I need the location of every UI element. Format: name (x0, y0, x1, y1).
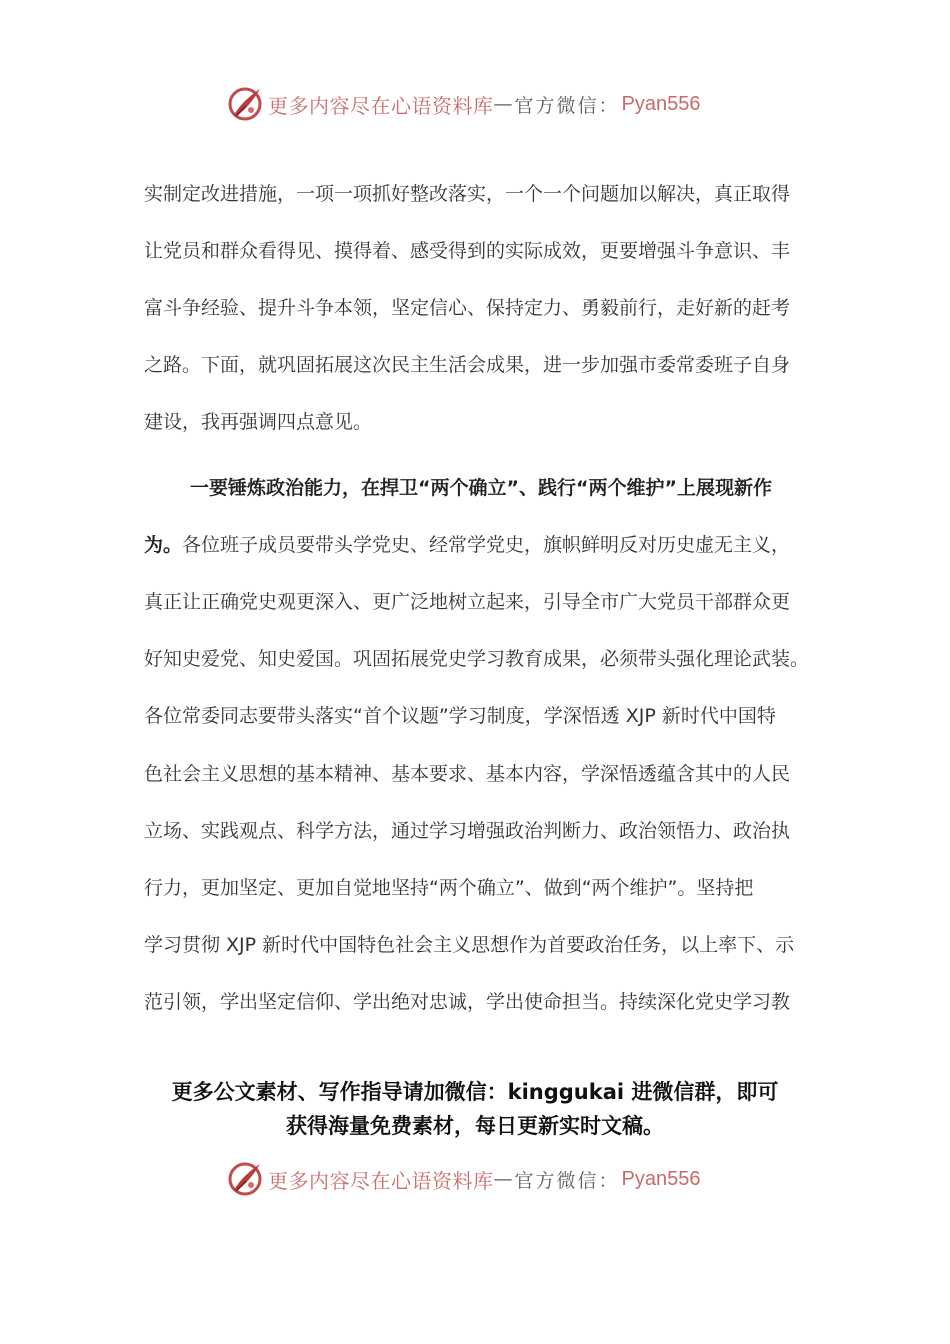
paragraph-line: 建设，我再强调四点意见。 (144, 411, 373, 433)
paragraph-line: 真正让正确党史观更深入、更广泛地树立起来，引导全市广大党员干部群众更 (144, 591, 791, 613)
section-heading-end: 为。 (144, 534, 183, 556)
paragraph-line: 立场、实践观点、科学方法，通过学习增强政治判断力、政治领悟力、政治执 (144, 820, 791, 842)
paragraph-line (144, 530, 790, 560)
paragraph-line: 让党员和群众看得见、摸得着、感受得到的实际成效，更要增强斗争意识、丰 (144, 240, 791, 262)
quill-logo-icon (226, 1160, 264, 1198)
paragraph-line: 富斗争经验、提升斗争本领，坚定信心、保持定力、勇毅前行，走好新的赶考 (144, 297, 791, 319)
footer-promo (100, 1075, 850, 1143)
banner-dash: — (493, 1168, 515, 1190)
paragraph-line: 实制定改进措施，一项一项抓好整改落实，一个一个问题加以解决，真正取得 (144, 183, 791, 205)
banner-wechat-id: Pyan556 (621, 92, 701, 115)
paragraph-line: 范引领，学出坚定信仰、学出绝对忠诚，学出使命担当。持续深化党史学习教 (144, 991, 791, 1013)
footer-promo-line2: 获得海量免费素材，每日更新实时文稿。 (286, 1114, 664, 1138)
footer-promo-line1: 更多公文素材、写作指导请加微信：kinggukai 进微信群，即可 (171, 1080, 779, 1104)
paragraph-line: 之路。下面，就巩固拓展这次民主生活会成果，进一步加强市委常委班子自身 (144, 354, 791, 376)
paragraph-line: 学习贯彻 XJP 新时代中国特色社会主义思想作为首要政治任务，以上率下、示 (144, 934, 795, 956)
banner-text: 更多内容尽在心语资料库 (268, 1168, 494, 1193)
footer-banner (226, 1157, 700, 1201)
paragraph-line: 行力，更加坚定、更加自觉地坚持“两个确立”、做到“两个维护”。坚持把 (144, 877, 754, 899)
section-heading-text: 一要锤炼政治能力，在捍卫“两个确立”、践行“两个维护”上展现新作 (190, 477, 772, 499)
paragraph-line-rest: 各位班子成员要带头学党史、经常学党史，旗帜鲜明反对历史虚无主义， (182, 534, 791, 556)
banner-wechat-label: 官方微信： (514, 94, 620, 117)
quill-logo-icon (226, 85, 264, 123)
section-heading (190, 473, 772, 503)
paragraph-line: 色社会主义思想的基本精神、基本要求、基本内容，学深悟透蕴含其中的人民 (144, 763, 791, 785)
banner-wechat-id: Pyan556 (621, 1167, 701, 1190)
paragraph-line: 好知史爱党、知史爱国。巩固拓展党史学习教育成果，必须带头强化理论武装。 (144, 648, 810, 670)
header-banner (226, 82, 700, 126)
banner-text: 更多内容尽在心语资料库 (268, 93, 494, 118)
banner-wechat-label: 官方微信： (514, 1169, 620, 1192)
banner-dash: — (493, 93, 515, 115)
paragraph-line: 各位常委同志要带头落实“首个议题”学习制度，学深悟透 XJP 新时代中国特 (144, 705, 776, 727)
